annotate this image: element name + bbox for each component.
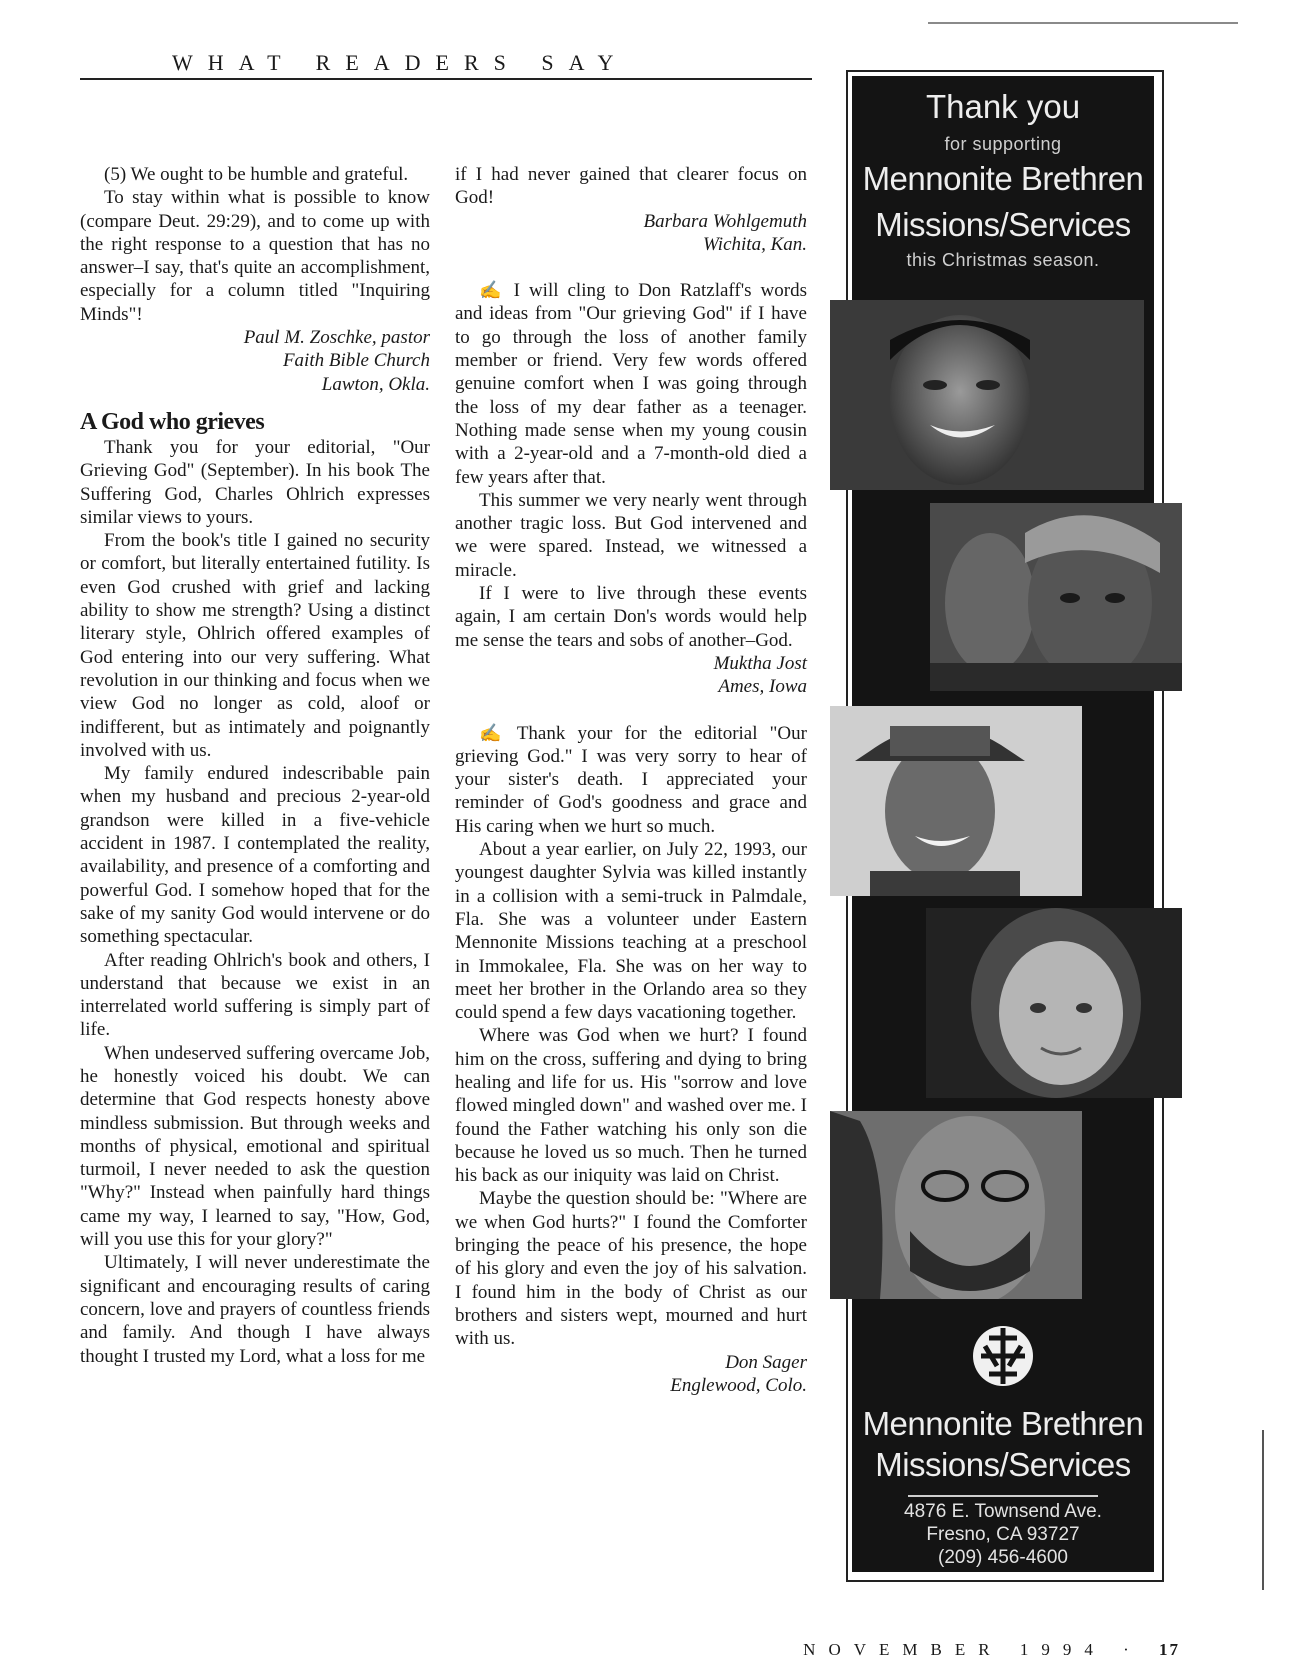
signature-org: Faith Bible Church: [282, 350, 430, 372]
photo-smiling-man: [830, 300, 1144, 490]
letter-heading: A God who grieves: [80, 408, 265, 435]
issue-date: NOVEMBER 1994: [803, 1640, 1106, 1659]
paragraph: If I were to live through these events again, I am certain Don's words would help me sense the tears and sobs of another–God.: [455, 583, 807, 651]
phone-number: (209) 456-4600: [938, 1547, 1068, 1568]
ad-org-division-bottom: Missions/Services: [875, 1446, 1131, 1483]
pen-icon: ✍: [479, 280, 506, 301]
column-one: [80, 163, 430, 1368]
column-two: [455, 163, 807, 1397]
ad-season-text: this Christmas season.: [906, 250, 1100, 270]
paragraph: Maybe the question should be: "Where are we when God hurts?" I found the Comforter bringing the peace of his presence, the hope of his glory and even the joy of his salvation. I found him in the body of Christ as our brothers and sisters wept, mourned and hurt with us.: [455, 1188, 807, 1350]
paragraph: Ultimately, I will never underestimate the significant and encouraging results of caring concern, love and prayers of countless friends and family. And though I have always thought I trusted my Lord, what a loss for me: [80, 1252, 430, 1367]
paragraph-text: I will cling to Don Ratzlaff's words and ideas from "Our grieving God" if I have to go through the loss of another family member or friend. Very few words offered genuine comfort when I was going through the loss of my dear father as a teenager. Nothing made sense when my young cousin with a 2-year-old and a 7-month-old died a few years after that.: [455, 280, 807, 488]
side-rule: [1262, 1430, 1264, 1590]
paragraph: After reading Ohlrich's book and others, I understand that because we exist in an interrelated world suffering is simply part of life.: [80, 949, 430, 1041]
paragraph: Where was God when we hurt? I found him on the cross, suffering and dying to bring healing and life for us. His "sorrow and love flowed mingled down" and washed over me. I found the Father watching his only son die because he loved us so much. Then he turned his back as our iniquity was laid on Christ.: [455, 1025, 807, 1187]
signature-name: Don Sager: [725, 1351, 807, 1373]
mb-missions-logo-icon: [967, 1320, 1039, 1392]
page-number: 17: [1159, 1640, 1180, 1659]
photo-man-with-hat: [830, 706, 1082, 896]
signature-name: Paul M. Zoschke, pastor: [243, 327, 430, 349]
signature: [455, 210, 807, 257]
paragraph: To stay within what is possible to know (compare Deut. 29:29), and to come up with the right response to a question that has no answer–I say, that's quite an accomplishment, especially for a column titled "Inquiring Minds"!: [80, 187, 430, 325]
ad-thank-you: Thank you: [925, 88, 1081, 125]
ad-address: [852, 1500, 1154, 1569]
photo-child: [926, 908, 1182, 1098]
corner-rule: [928, 22, 1238, 24]
signature-name: Barbara Wohlgemuth: [643, 210, 807, 232]
address-line: 4876 E. Townsend Ave.: [904, 1501, 1102, 1522]
ad-divider: [908, 1495, 1098, 1497]
ad-org-name: Mennonite Brethren: [862, 160, 1144, 197]
signature-place: Lawton, Okla.: [321, 373, 430, 395]
paragraph: (5) We ought to be humble and grateful.: [104, 164, 409, 185]
paragraph: About a year earlier, on July 22, 1993, our youngest daughter Sylvia was killed instantly in a collision with a semi-truck in Palmdale, Fla. She was a volunteer under Eastern Mennonite Missions teaching at a preschool in Immokalee, Fla. She was on her way to meet her brother in the Orlando area so they could spend a few days vacationing together.: [455, 839, 807, 1024]
signature-place: Wichita, Kan.: [703, 233, 807, 255]
paragraph: When undeserved suffering overcame Job, he honestly voiced his doubt. We can determine that God respects honesty above mindless submission. But through weeks and months of physical, emotional and spiritual turmoil, I never needed to ask the question "Why?" Instead when painfully hard things came my way, I learned to say, "How, God, will you use this for your glory?": [80, 1042, 430, 1251]
ad-for-supporting: for supporting: [944, 134, 1062, 154]
paragraph: My family endured indescribable pain when my husband and precious 2-year-old grandson were killed in a five-vehicle accident in 1987. I contemplated the reality, availability, and presence of a comforting and powerful God. I somehow hoped that for the sake of my sanity God would intervene or do something spectacular.: [80, 763, 430, 948]
page-footer: [800, 1640, 1180, 1660]
ad-org-name-bottom: Mennonite Brethren: [862, 1405, 1144, 1442]
section-header: WHAT READERS SAY: [172, 50, 629, 75]
paragraph: Thank you for your editorial, "Our Grieving God" (September). In his book The Suffering God, Charles Ohlrich expresses similar views to yours.: [80, 436, 430, 528]
paragraph: From the book's title I gained no security or comfort, but literally entertained futility. Is even God crushed with grief and lacking ability to show me strength? Using a distinct literary style, Ohlrich offered examples of God entering into our very suffering. What revolution in our thinking and focus when we view God no longer as cold, aloof or indifferent, but as intimately and poignantly involved with us.: [80, 530, 430, 761]
photo-man-with-glasses: [830, 1111, 1082, 1299]
paragraph: [455, 279, 807, 489]
footer-separator: ·: [1123, 1640, 1142, 1659]
pen-icon: ✍: [479, 722, 509, 743]
paragraph-text: Thank your for the editorial "Our grieving God." I was very sorry to hear of your sister's death. I appreciated your reminder of God's goodness and grace and His caring when we hurt so much.: [455, 722, 807, 837]
signature: [455, 652, 807, 699]
paragraph: if I had never gained that clearer focus on God!: [455, 164, 807, 209]
signature-place: Ames, Iowa: [718, 676, 807, 698]
ad-org-division: Missions/Services: [875, 206, 1131, 243]
signature-place: Englewood, Colo.: [670, 1374, 807, 1396]
signature: [80, 326, 430, 396]
photo-women: [930, 503, 1182, 691]
paragraph: This summer we very nearly went through another tragic loss. But God intervened and we were spared. Instead, we witnessed a miracle.: [455, 489, 807, 581]
header-rule: [80, 78, 812, 80]
paragraph: [455, 722, 807, 838]
signature-name: Muktha Jost: [713, 652, 807, 674]
signature: [455, 1351, 807, 1398]
address-line: Fresno, CA 93727: [926, 1524, 1080, 1545]
